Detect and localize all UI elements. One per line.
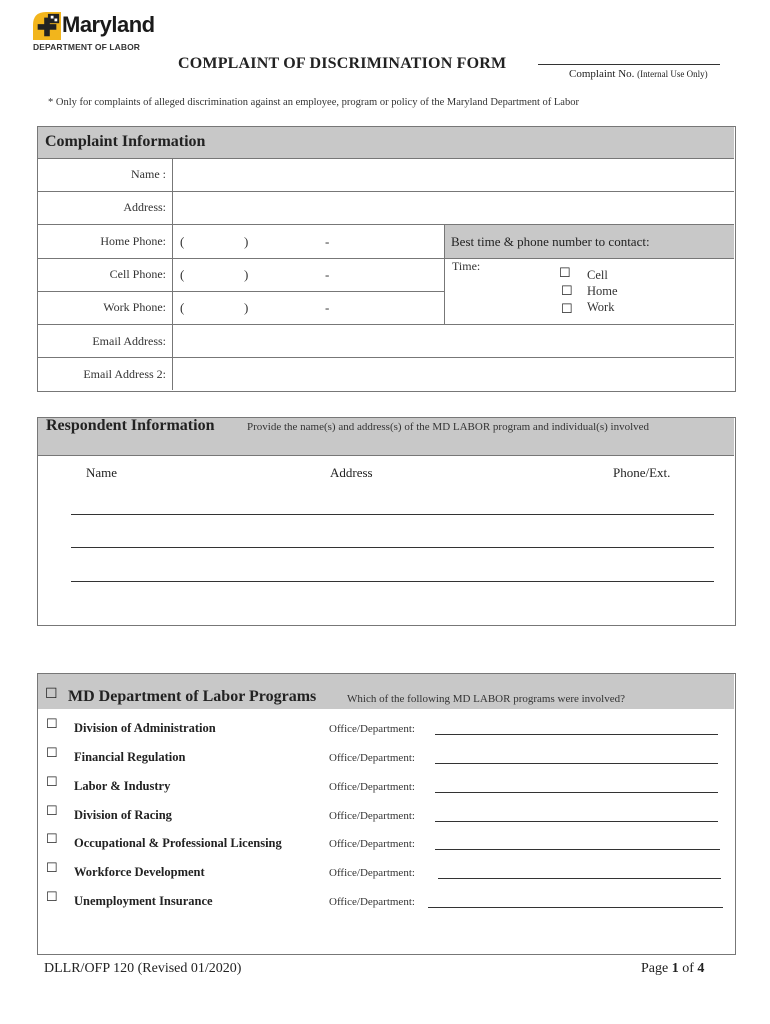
- program-label-licensing: Occupational & Professional Licensing: [74, 836, 282, 850]
- program-checkbox-racing[interactable]: ☐: [46, 803, 58, 818]
- programs-subtitle: Which of the following MD LABOR programs were involved?: [347, 693, 625, 705]
- name-label: Name :: [131, 167, 166, 181]
- program-label-administration: Division of Administration: [74, 721, 216, 735]
- cell-phone-label: Cell Phone:: [109, 267, 166, 281]
- home-phone-paren-open: (: [180, 234, 185, 249]
- complaint-number-label: Complaint No. (Internal Use Only): [569, 68, 708, 80]
- home-phone-dash: -: [325, 234, 330, 249]
- email-label: Email Address:: [92, 334, 166, 348]
- address-label: Address:: [123, 200, 166, 214]
- cell-phone-dash: -: [325, 267, 330, 282]
- home-phone-paren-close: ): [244, 234, 249, 249]
- complaint-number-field[interactable]: [538, 64, 720, 65]
- program-label-racing: Division of Racing: [74, 808, 172, 822]
- respondent-col-name: Name: [86, 465, 118, 480]
- maryland-flag-icon: [33, 12, 61, 40]
- office-label-administration: Office/Department:: [329, 723, 415, 735]
- program-label-financial: Financial Regulation: [74, 750, 186, 764]
- contact-work-checkbox[interactable]: ☐: [561, 301, 573, 316]
- office-field-unemployment[interactable]: [428, 894, 723, 908]
- program-label-unemployment: Unemployment Insurance: [74, 894, 213, 908]
- work-phone-dash: -: [325, 300, 330, 315]
- work-phone-field[interactable]: [173, 292, 443, 324]
- home-phone-label: Home Phone:: [100, 234, 166, 248]
- office-label-financial: Office/Department:: [329, 752, 415, 764]
- email-field[interactable]: [173, 325, 734, 357]
- office-field-licensing[interactable]: [435, 836, 720, 850]
- contact-home-label: Home: [587, 284, 618, 298]
- programs-all-checkbox[interactable]: ☐: [45, 687, 58, 702]
- office-label-labor-industry: Office/Department:: [329, 781, 415, 793]
- program-checkbox-administration[interactable]: ☐: [46, 716, 58, 731]
- address-field[interactable]: [173, 192, 734, 224]
- contact-home-checkbox[interactable]: ☐: [561, 283, 573, 298]
- program-checkbox-financial[interactable]: ☐: [46, 745, 58, 760]
- work-phone-paren-close: ): [244, 300, 249, 315]
- office-label-racing: Office/Department:: [329, 810, 415, 822]
- office-field-workforce[interactable]: [438, 865, 721, 879]
- name-field[interactable]: [173, 159, 734, 191]
- best-time-label: Best time & phone number to contact:: [451, 234, 650, 249]
- respondent-line-2[interactable]: [71, 532, 714, 548]
- complaint-information-title: Complaint Information: [45, 133, 206, 150]
- respondent-col-phone: Phone/Ext.: [613, 465, 671, 480]
- logo-department: DEPARTMENT OF LABOR: [33, 42, 141, 52]
- contact-cell-label: Cell: [587, 268, 608, 282]
- office-label-licensing: Office/Department:: [329, 838, 415, 850]
- programs-title: MD Department of Labor Programs: [68, 688, 317, 705]
- work-phone-label: Work Phone:: [103, 300, 166, 314]
- respondent-information-subtitle: Provide the name(s) and address(s) of the MD LABOR program and individual(s) involved: [247, 421, 650, 433]
- program-checkbox-licensing[interactable]: ☐: [46, 831, 58, 846]
- cell-phone-paren-open: (: [180, 267, 185, 282]
- logo-name: Maryland: [62, 12, 155, 37]
- office-label-workforce: Office/Department:: [329, 867, 415, 879]
- respondent-line-3[interactable]: [71, 566, 714, 582]
- office-label-unemployment: Office/Department:: [329, 896, 415, 908]
- time-field[interactable]: [490, 259, 550, 321]
- page-number: Page 1 of 4: [641, 961, 705, 976]
- home-phone-field[interactable]: [173, 225, 443, 258]
- office-field-administration[interactable]: [435, 721, 718, 735]
- cell-phone-paren-close: ): [244, 267, 249, 282]
- form-id: DLLR/OFP 120 (Revised 01/2020): [44, 961, 242, 976]
- office-field-labor-industry[interactable]: [435, 779, 718, 793]
- eligibility-note: * Only for complaints of alleged discrimination against an employee, program or policy of the Maryland Department of Labor: [48, 97, 579, 108]
- cell-phone-field[interactable]: [173, 259, 443, 291]
- form-title: COMPLAINT OF DISCRIMINATION FORM: [178, 55, 507, 72]
- email2-label: Email Address 2:: [83, 367, 166, 381]
- contact-cell-checkbox[interactable]: ☐: [559, 265, 571, 280]
- office-field-financial[interactable]: [435, 750, 718, 764]
- program-label-labor-industry: Labor & Industry: [74, 779, 171, 793]
- program-checkbox-unemployment[interactable]: ☐: [46, 889, 58, 904]
- time-label: Time:: [452, 259, 481, 273]
- email2-field[interactable]: [173, 358, 734, 390]
- program-checkbox-workforce[interactable]: ☐: [46, 860, 58, 875]
- respondent-col-address: Address: [330, 465, 373, 480]
- office-field-racing[interactable]: [435, 808, 718, 822]
- respondent-information-title: Respondent Information: [46, 417, 215, 434]
- work-phone-paren-open: (: [180, 300, 185, 315]
- contact-work-label: Work: [587, 300, 615, 314]
- program-label-workforce: Workforce Development: [74, 865, 205, 879]
- respondent-line-1[interactable]: [71, 499, 714, 515]
- program-checkbox-labor-industry[interactable]: ☐: [46, 774, 58, 789]
